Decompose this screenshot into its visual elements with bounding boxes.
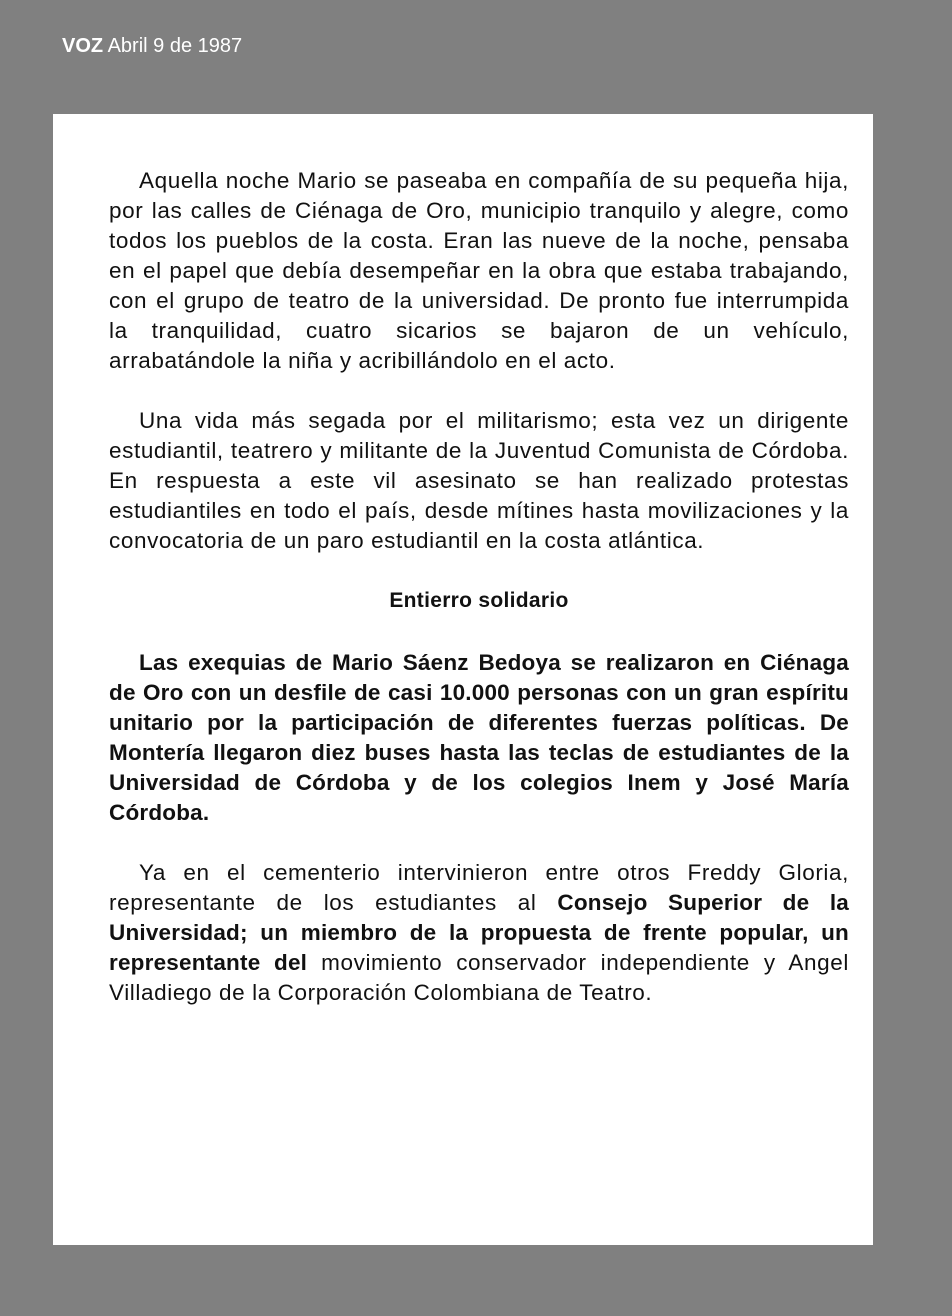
newspaper-clipping — [53, 114, 873, 1245]
article-subheading: Entierro solidario — [389, 589, 569, 612]
article-paragraph-2: Una vida más segada por el militarismo; esta vez un dirigente estudiantil, teatrero y militante de la Juventud Comunista de Córdoba. En respuesta a este vil asesinato se han realizado protestas estudiantiles en todo el país, desde mítines hasta movilizaciones y la convocatoria de un paro estudiantil en la costa atlántica. — [109, 408, 849, 553]
paragraph-4-part-3: movimiento conservador independiente y Angel Villadiego de la Corporación Colombiana de Teatro. — [109, 950, 849, 1005]
source-line — [62, 34, 242, 58]
publication-name: VOZ — [62, 35, 104, 57]
paragraph-4-part-2: Consejo Superior de la Universidad; un miembro de la propuesta de frente popular, un representante del — [109, 890, 849, 975]
article-paragraph-4 — [109, 858, 849, 1008]
article-paragraph-1: Aquella noche Mario se paseaba en compañía de su pequeña hija, por las calles de Ciénaga de Oro, municipio tranquilo y alegre, como todos los pueblos de la costa. Eran las nueve de la noche, pensaba en el papel que debía desempeñar en la obra que estaba trabajando, con el grupo de teatro de la universidad. De pronto fue interrumpida la tranquilidad, cuatro sicarios se bajaron de un vehículo, arrabatándole la niña y acribillándolo en el acto. — [109, 168, 849, 373]
article-body — [109, 166, 849, 1008]
article-paragraph-3: Las exequias de Mario Sáenz Bedoya se realizaron en Ciénaga de Oro con un desfile de casi 10.000 personas con un gran espíritu unitario por la participación de diferentes fuerzas políticas. De Montería llegaron diez buses hasta las teclas de estudiantes de la Universidad de Córdoba y de los colegios Inem y José María Córdoba. — [109, 650, 849, 825]
publication-date: Abril 9 de 1987 — [107, 35, 243, 57]
paragraph-4-part-1: Ya en el cementerio intervinieron entre otros Freddy Gloria, representante de los estudiantes al — [109, 860, 849, 915]
